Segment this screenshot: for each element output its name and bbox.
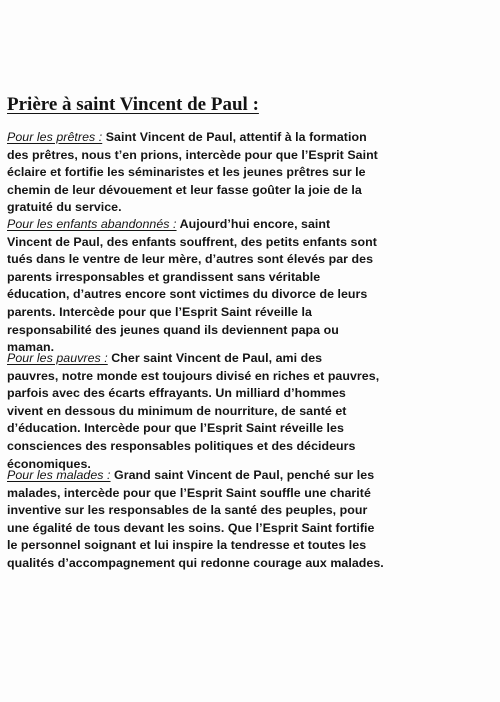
paragraph-line: inventive sur les responsables de la santé des peuples, pour (7, 503, 368, 518)
paragraph-line: éducation, d’autres encore sont victimes du divorce de leurs (7, 287, 368, 302)
paragraph-line: Vincent de Paul, des enfants souffrent, des petits enfants sont (7, 234, 377, 249)
paragraph-text: Aujourd’hui encore, saint (176, 217, 331, 231)
paragraph-line: pauvres, notre monde est toujours divisé en riches et pauvres, (7, 368, 380, 383)
paragraph-priests (7, 129, 495, 217)
paragraph-line: d’éducation. Intercède pour que l’Esprit Saint réveille les (7, 421, 344, 436)
paragraph-line: malades, intercède pour que l’Esprit Saint souffle une charité (7, 485, 371, 500)
paragraph-line: le personnel soignant et lui inspire la tendresse et toutes les (7, 538, 367, 553)
paragraph-line (7, 216, 495, 234)
paragraph-line: responsabilité des jeunes quand ils deviennent papa ou (7, 322, 339, 337)
paragraph-line: maman. (7, 340, 55, 355)
section-heading-children: Pour les enfants abandonnés : (7, 217, 177, 231)
section-heading-poor: Pour les pauvres : (7, 351, 108, 365)
paragraph-line: qualités d’accompagnement qui redonne courage aux malades. (7, 555, 384, 570)
paragraph-line: parents. Intercède pour que l’Esprit Saint réveille la (7, 304, 312, 319)
paragraph-abandoned-children (7, 216, 495, 357)
paragraph-sick (7, 467, 495, 573)
section-heading-priests: Pour les prêtres : (7, 130, 103, 144)
paragraph-line: éclaire et fortifie les séminaristes et les jeunes prêtres sur le (7, 165, 366, 180)
paragraph-line: des prêtres, nous t’en prions, intercède pour que l’Esprit Saint (7, 147, 378, 162)
paragraph-line: parfois avec des écarts effrayants. Un milliard d’hommes (7, 386, 346, 401)
paragraph-line: économiques. (7, 456, 91, 471)
paragraph-line: tués dans le ventre de leur mère, d’autres sont élevés par des (7, 252, 374, 267)
paragraph-line: parents irresponsables et grandissent sans véritable (7, 269, 321, 284)
paragraph-line (7, 467, 495, 485)
paragraph-line: consciences des responsables politiques et des décideurs (7, 438, 356, 453)
section-heading-sick: Pour les malades : (7, 468, 111, 482)
paragraph-line (7, 350, 495, 368)
paragraph-text: Cher saint Vincent de Paul, ami des (107, 351, 323, 365)
paragraph-text: Saint Vincent de Paul, attentif à la formation (102, 130, 367, 144)
paragraph-line: gratuité du service. (7, 200, 122, 215)
paragraph-line (7, 129, 495, 147)
paragraph-line: une égalité de tous devant les soins. Que l’Esprit Saint fortifie (7, 520, 375, 535)
prayer-title: Prière à saint Vincent de Paul : (7, 94, 259, 115)
paragraph-poor (7, 350, 495, 473)
paragraph-text: Grand saint Vincent de Paul, penché sur les (110, 468, 375, 482)
paragraph-line: chemin de leur dévouement et leur fasse goûter la joie de la (7, 182, 362, 197)
paragraph-line: vivent en dessous du minimum de nourriture, de santé et (7, 403, 347, 418)
